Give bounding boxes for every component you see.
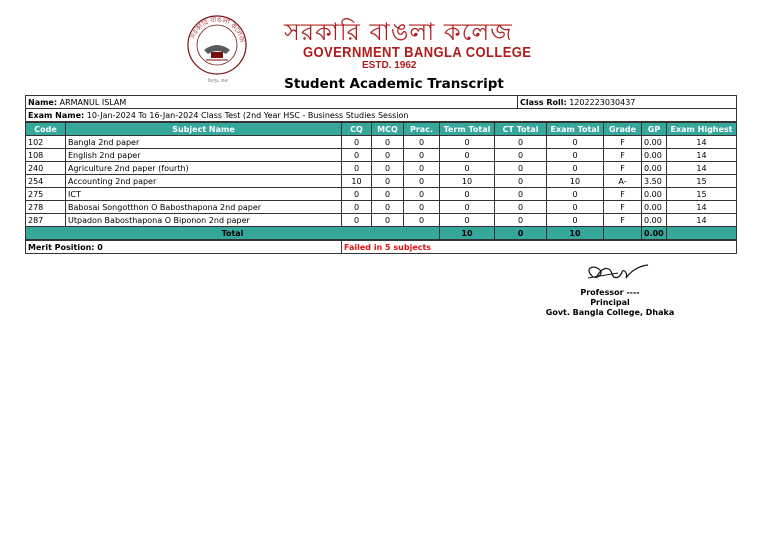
prac-cell: 0 [404, 136, 440, 149]
total-gp: 0.00 [642, 227, 667, 240]
grade-cell: F [604, 214, 642, 227]
col-subject: Subject Name [66, 123, 342, 136]
ct-total-cell: 0 [495, 201, 547, 214]
exam-total-cell: 0 [547, 162, 604, 175]
name-label: Name: [28, 97, 58, 107]
col-exam-total: Exam Total [547, 123, 604, 136]
col-gp: GP [642, 123, 667, 136]
page-header [0, 10, 768, 83]
total-label: Total [26, 227, 440, 240]
gp-cell: 0.00 [642, 201, 667, 214]
page-title: Student Academic Transcript [284, 76, 504, 92]
ct-total-cell: 0 [495, 162, 547, 175]
mcq-cell: 0 [372, 214, 404, 227]
gp-cell: 0.00 [642, 188, 667, 201]
total-grade [604, 227, 642, 240]
table-row [26, 175, 737, 188]
total-exam: 10 [547, 227, 604, 240]
exam-total-cell: 0 [547, 149, 604, 162]
class-roll-cell [518, 96, 737, 109]
ct-total-cell: 0 [495, 214, 547, 227]
subject-cell: ICT [66, 188, 342, 201]
prac-cell: 0 [404, 175, 440, 188]
exam-total-cell: 0 [547, 188, 604, 201]
ct-total-cell: 0 [495, 188, 547, 201]
code-cell: 278 [26, 201, 66, 214]
grade-cell: F [604, 188, 642, 201]
col-prac: Prac. [404, 123, 440, 136]
cq-cell: 0 [342, 188, 372, 201]
exam-highest-cell: 14 [667, 162, 737, 175]
cq-cell: 0 [342, 136, 372, 149]
marks-header-row [26, 123, 737, 136]
exam-total-cell: 0 [547, 201, 604, 214]
prac-cell: 0 [404, 201, 440, 214]
grade-cell: F [604, 136, 642, 149]
seal-text: সরকারি বাঙলা কলেজ [189, 15, 246, 44]
exam-highest-cell: 15 [667, 188, 737, 201]
exam-name: 10-Jan-2024 To 16-Jan-2024 Class Test (2nd Year HSC - Business Studies Session [86, 110, 409, 120]
gp-cell: 0.00 [642, 214, 667, 227]
col-mcq: MCQ [372, 123, 404, 136]
term-total-cell: 0 [440, 201, 495, 214]
subject-cell: Utpadon Babosthapona O Biponon 2nd paper [66, 214, 342, 227]
student-info-table [25, 95, 737, 122]
cq-cell: 0 [342, 162, 372, 175]
term-total-cell: 0 [440, 188, 495, 201]
college-name-bangla: সরকারি বাঙলা কলেজ [284, 18, 513, 46]
code-cell: 254 [26, 175, 66, 188]
mcq-cell: 0 [372, 162, 404, 175]
mcq-cell: 0 [372, 175, 404, 188]
grade-cell: F [604, 201, 642, 214]
ct-total-cell: 0 [495, 149, 547, 162]
signatory-role: Principal [590, 298, 630, 307]
gp-cell: 3.50 [642, 175, 667, 188]
mcq-cell: 0 [372, 201, 404, 214]
col-cq: CQ [342, 123, 372, 136]
total-term: 10 [440, 227, 495, 240]
code-cell: 108 [26, 149, 66, 162]
transcript-sheet [25, 95, 736, 254]
exam-highest-cell: 14 [667, 201, 737, 214]
signatory-title: Professor ---- [580, 288, 640, 297]
exam-highest-cell: 14 [667, 214, 737, 227]
exam-total-cell: 10 [547, 175, 604, 188]
student-name: ARMANUL ISLAM [59, 97, 127, 107]
code-cell: 275 [26, 188, 66, 201]
exam-highest-cell: 14 [667, 149, 737, 162]
prac-cell: 0 [404, 149, 440, 162]
cq-cell: 10 [342, 175, 372, 188]
total-row [26, 227, 737, 240]
exam-name-cell [26, 109, 737, 122]
subject-cell: Agriculture 2nd paper (fourth) [66, 162, 342, 175]
col-term-total: Term Total [440, 123, 495, 136]
subject-cell: Accounting 2nd paper [66, 175, 342, 188]
table-row [26, 214, 737, 227]
term-total-cell: 0 [440, 136, 495, 149]
prac-cell: 0 [404, 162, 440, 175]
exam-total-cell: 0 [547, 214, 604, 227]
exam-total-cell: 0 [547, 136, 604, 149]
student-name-cell [26, 96, 518, 109]
term-total-cell: 10 [440, 175, 495, 188]
col-ct-total: CT Total [495, 123, 547, 136]
table-row [26, 149, 737, 162]
code-cell: 240 [26, 162, 66, 175]
term-total-cell: 0 [440, 149, 495, 162]
signatory-institution: Govt. Bangla College, Dhaka [545, 308, 675, 317]
established-year: ESTD. 1962 [362, 60, 417, 71]
exam-highest-cell: 14 [667, 136, 737, 149]
exam-highest-cell: 15 [667, 175, 737, 188]
code-cell: 287 [26, 214, 66, 227]
term-total-cell: 0 [440, 214, 495, 227]
merit-table [25, 240, 737, 254]
marks-table [25, 122, 737, 240]
col-exam-highest: Exam Highest [667, 123, 737, 136]
table-row [26, 188, 737, 201]
term-total-cell: 0 [440, 162, 495, 175]
table-row [26, 201, 737, 214]
ct-total-cell: 0 [495, 175, 547, 188]
class-roll: 1202223030437 [569, 97, 636, 107]
cq-cell: 0 [342, 149, 372, 162]
mcq-cell: 0 [372, 136, 404, 149]
seal-caption: মিরপুর, ঢাকা [207, 78, 229, 83]
prac-cell: 0 [404, 214, 440, 227]
gp-cell: 0.00 [642, 136, 667, 149]
grade-cell: F [604, 162, 642, 175]
subject-cell: Babosai Songotthon O Babosthapona 2nd paper [66, 201, 342, 214]
mcq-cell: 0 [372, 188, 404, 201]
gp-cell: 0.00 [642, 162, 667, 175]
ct-total-cell: 0 [495, 136, 547, 149]
exam-name-label: Exam Name: [28, 110, 85, 120]
col-code: Code [26, 123, 66, 136]
class-roll-label: Class Roll: [520, 97, 567, 107]
failed-subjects: Failed in 5 subjects [342, 241, 737, 254]
cq-cell: 0 [342, 214, 372, 227]
col-grade: Grade [604, 123, 642, 136]
mcq-cell: 0 [372, 149, 404, 162]
cq-cell: 0 [342, 201, 372, 214]
table-row [26, 162, 737, 175]
prac-cell: 0 [404, 188, 440, 201]
grade-cell: A- [604, 175, 642, 188]
gp-cell: 0.00 [642, 149, 667, 162]
college-seal-icon [186, 14, 248, 76]
total-ct: 0 [495, 227, 547, 240]
table-row [26, 136, 737, 149]
grade-cell: F [604, 149, 642, 162]
subject-cell: Bangla 2nd paper [66, 136, 342, 149]
total-highest [667, 227, 737, 240]
svg-text:সরকারি বাঙলা কলেজ [189, 16, 246, 44]
code-cell: 102 [26, 136, 66, 149]
signature-block [520, 258, 700, 318]
merit-position: Merit Position: 0 [26, 241, 342, 254]
signature-icon [570, 258, 650, 288]
subject-cell: English 2nd paper [66, 149, 342, 162]
college-name-english: GOVERNMENT BANGLA COLLEGE [303, 43, 532, 61]
